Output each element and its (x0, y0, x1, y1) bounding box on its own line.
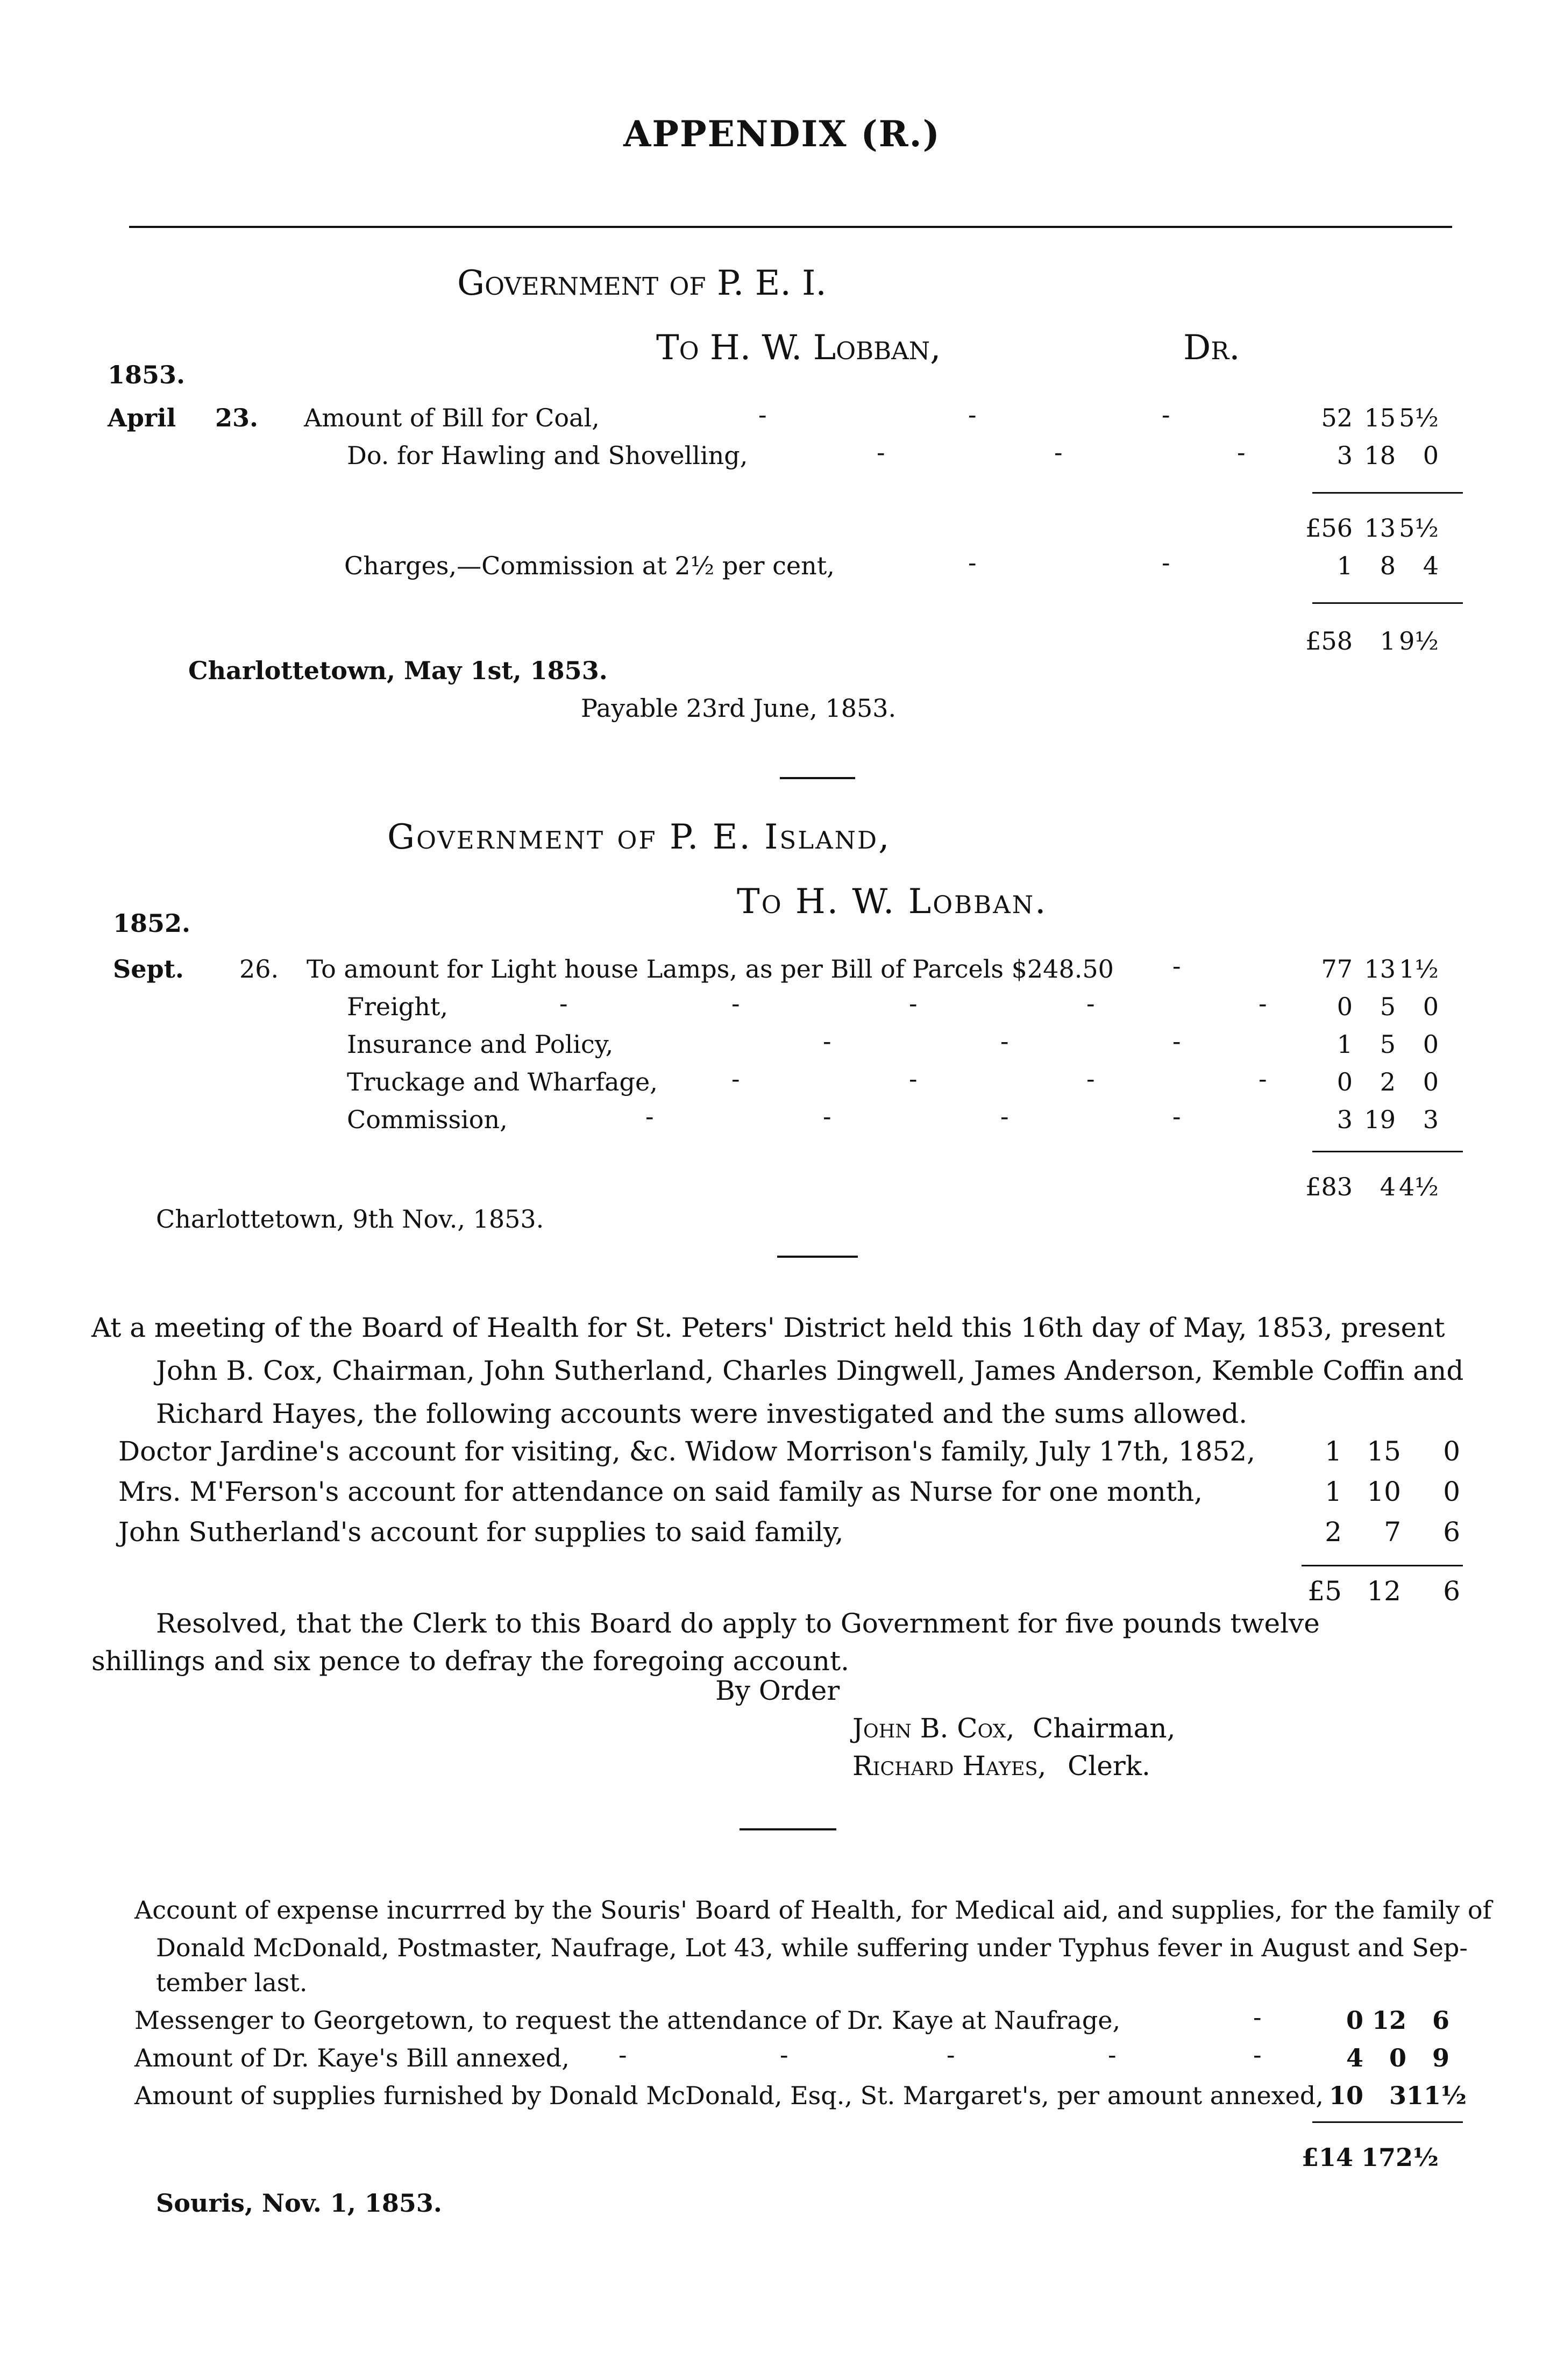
leader-dash: - (1162, 400, 1170, 429)
total-amount: £14 172½ (1302, 2143, 1439, 2172)
account-intro: Account of expense incurrred by the Souris' Board of Health, for Medical aid, and supplies, for the family of (134, 1896, 1492, 1925)
leader-dash: - (1253, 2040, 1262, 2069)
ledger-line-text: John Sutherland's account for supplies to said family, (118, 1516, 844, 1548)
ledger-line-amount: 4 0 9 (1346, 2043, 1449, 2072)
sum-rule (1302, 1565, 1463, 1566)
leader-dash: - (968, 548, 977, 577)
ledger-line-text: Insurance and Policy, (347, 1030, 614, 1059)
by-order: By Order (715, 1675, 840, 1706)
sum-rule (1312, 2121, 1463, 2123)
leader-dash: - (1259, 1064, 1267, 1093)
leader-dash: - (1162, 548, 1170, 577)
ledger-line-amount: 0 5 0 (1336, 992, 1439, 1021)
leader-dash: - (731, 1064, 740, 1093)
ledger-line-amount: 3 18 0 (1336, 441, 1439, 470)
ledger-line-text: Commission, (347, 1105, 508, 1134)
total-amount: £5 12 6 (1307, 1576, 1460, 1607)
meeting-intro: Richard Hayes, the following accounts were investigated and the sums allowed. (156, 1398, 1248, 1429)
leader-dash: - (947, 2040, 955, 2069)
leader-dash: - (1237, 438, 1246, 467)
leader-dash: - (1000, 1102, 1009, 1131)
section-1-dr: Dr. (1183, 328, 1240, 368)
ledger-line-text: Freight, (347, 992, 449, 1021)
leader-dash: - (909, 989, 918, 1018)
ledger-line-amount: 0 2 0 (1336, 1067, 1439, 1096)
signature-clerk-role: Clerk. (1068, 1750, 1150, 1782)
signature-chairman-name: John B. Cox, (852, 1713, 1015, 1744)
leader-dash: - (559, 989, 568, 1018)
ledger-line-amount: 3 19 3 (1336, 1105, 1439, 1134)
sum-rule (1312, 1151, 1463, 1152)
section-2-heading: Government of P. E. Island, (387, 817, 891, 857)
meeting-intro: John B. Cox, Chairman, John Sutherland, Charles Dingwell, James Anderson, Kemble Coffin and (156, 1355, 1464, 1386)
section-2-day: 26. (239, 954, 279, 984)
section-divider (740, 1828, 836, 1830)
sum-rule (1312, 602, 1463, 604)
leader-dash: - (1172, 951, 1181, 980)
leader-dash: - (1172, 1027, 1181, 1056)
leader-dash: - (909, 1064, 918, 1093)
section-1-month: April (108, 403, 176, 432)
signature-chairman-role: Chairman, (1033, 1713, 1176, 1744)
ledger-line-text: Truckage and Wharfage, (347, 1067, 658, 1096)
leader-dash: - (968, 400, 977, 429)
section-divider (780, 777, 855, 779)
ledger-line-text: Amount of supplies furnished by Donald McDonald, Esq., St. Margaret's, per amount annexed, (134, 2081, 1324, 2110)
ledger-line-text: Amount of Bill for Coal, (304, 403, 600, 432)
leader-dash: - (758, 400, 767, 429)
section-2-month: Sept. (113, 954, 184, 984)
total-amount: £58 1 9½ (1305, 626, 1439, 655)
signature-clerk-name: Richard Hayes, (852, 1750, 1047, 1782)
ledger-line-text: Doctor Jardine's account for visiting, &c. Widow Morrison's family, July 17th, 1852, (118, 1436, 1255, 1467)
payable-date: Payable 23rd June, 1853. (581, 694, 897, 723)
leader-dash: - (1259, 989, 1267, 1018)
leader-dash: - (1086, 989, 1095, 1018)
leader-dash: - (1000, 1027, 1009, 1056)
ledger-line-text: To amount for Light house Lamps, as per Bill of Parcels $248.50 (307, 954, 1114, 984)
ledger-line-text: Do. for Hawling and Shovelling, (347, 441, 748, 470)
section-1-year: 1853. (108, 360, 186, 389)
place-date: Charlottetown, 9th Nov., 1853. (156, 1205, 544, 1234)
place-date: Charlottetown, May 1st, 1853. (188, 656, 608, 685)
resolution-text: shillings and six pence to defray the foregoing account. (91, 1645, 849, 1677)
ledger-line-amount: 0 12 6 (1346, 2006, 1449, 2035)
ledger-line-amount: 52 15 5½ (1321, 403, 1439, 432)
leader-dash: - (731, 989, 740, 1018)
leader-dash: - (1086, 1064, 1095, 1093)
account-intro: tember last. (156, 1968, 308, 1997)
leader-dash: - (1172, 1102, 1181, 1131)
leader-dash: - (780, 2040, 788, 2069)
place-date: Souris, Nov. 1, 1853. (156, 2189, 442, 2218)
ledger-line-amount: 2 7 6 (1325, 1516, 1460, 1548)
charges-amount: 1 8 4 (1336, 551, 1439, 580)
section-1-day: 23. (215, 403, 259, 432)
ledger-line-text: Amount of Dr. Kaye's Bill annexed, (134, 2043, 570, 2072)
ledger-line-amount: 77 13 1½ (1321, 954, 1439, 984)
leader-dash: - (1253, 2003, 1262, 2032)
title-rule (129, 226, 1452, 228)
subtotal-amount: £56 13 5½ (1305, 514, 1439, 543)
ledger-line-amount: 1 5 0 (1336, 1030, 1439, 1059)
leader-dash: - (823, 1027, 831, 1056)
section-2-year: 1852. (113, 909, 191, 938)
meeting-intro: At a meeting of the Board of Health for St. Peters' District held this 16th day of May, 1853, present (91, 1312, 1445, 1343)
leader-dash: - (619, 2040, 627, 2069)
leader-dash: - (1054, 438, 1063, 467)
section-1-payee: To H. W. Lobban, (656, 328, 941, 368)
charges-text: Charges,—Commission at 2½ per cent, (344, 551, 835, 580)
ledger-line-amount: 1 10 0 (1325, 1476, 1460, 1507)
total-amount: £83 4 4½ (1305, 1172, 1439, 1201)
leader-dash: - (645, 1102, 654, 1131)
sum-rule (1312, 492, 1463, 494)
resolution-text: Resolved, that the Clerk to this Board do apply to Government for five pounds twelve (156, 1608, 1320, 1639)
leader-dash: - (823, 1102, 831, 1131)
section-divider (777, 1256, 858, 1258)
ledger-line-amount: 10 311½ (1328, 2081, 1467, 2110)
ledger-line-text: Mrs. M'Ferson's account for attendance on said family as Nurse for one month, (118, 1476, 1203, 1507)
leader-dash: - (1108, 2040, 1117, 2069)
section-2-payee: To H. W. Lobban. (737, 882, 1048, 922)
account-intro: Donald McDonald, Postmaster, Naufrage, Lot 43, while suffering under Typhus fever in August and Sep- (156, 1933, 1468, 1962)
leader-dash: - (877, 438, 885, 467)
section-1-heading: Government of P. E. I. (457, 263, 827, 303)
ledger-line-text: Messenger to Georgetown, to request the attendance of Dr. Kaye at Naufrage, (134, 2006, 1121, 2035)
ledger-line-amount: 1 15 0 (1325, 1436, 1460, 1467)
page-title: APPENDIX (R.) (623, 113, 941, 155)
